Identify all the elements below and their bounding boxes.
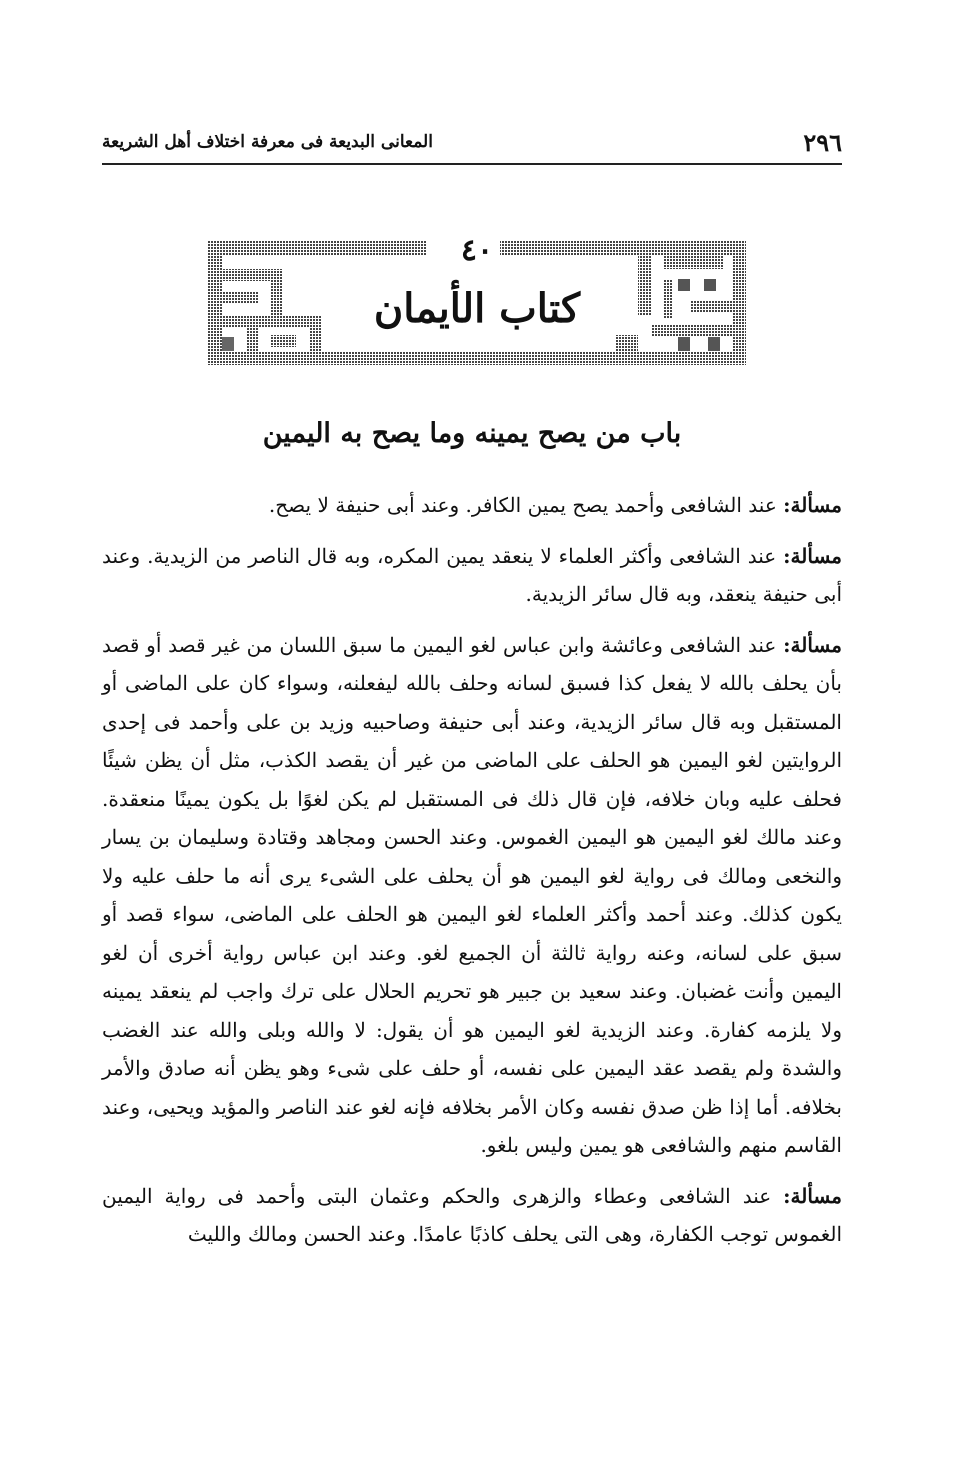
paragraph [102,626,842,1165]
issue-label: مسألة: [783,543,843,568]
issue-label: مسألة: [783,632,842,657]
paragraph-text: عند الشافعى وأكثر العلماء لا ينعقد يمين المكره، وبه قال الناصر من الزيدية. وعند أبى حنيفة ينعقد، وبه قال سائر الزيدية. [102,543,842,606]
issue-label: مسألة: [783,1183,842,1208]
paragraph-text: عند الشافعى وأحمد يصح يمين الكافر. وعند أبى حنيفة لا يصح. [268,493,777,517]
paragraph [102,537,842,614]
chapter-number: ٤٠ [460,233,494,268]
paragraph-text: عند الشافعى وعائشة وابن عباس لغو اليمين ما سبق اللسان من غير قصد أو قصد بأن يحلف بالله لا يفعل كذا فسبق لسانه وحلف بالله ليفعلنه، وسواء كان على الماضى أو المستقبل وبه قال سائر الزيدية، وعند أبى حنيفة وصاحبيه وزيد بن على وأحمد فى إحدى الروايتين لغو اليمين هو الحلف على الماضى من غير أن يقصد الكذب، مثل أن يظن شيئًا فحلف عليه وبان خلافه، فإن قال ذلك فى المستقبل لم يكن لغوًا بل يكون يمينًا منعقدة. وعند مالك لغو اليمين هو اليمين الغموس. وعند الحسن ومجاهد وقتادة وسليمان بن يسار والنخعى ومالك فى رواية لغو اليمين هو أن يحلف على الشىء يرى أنه ما حلف عليه ولا يكون كذلك. وعند أحمد وأكثر العلماء لغو اليمين هو الحلف على الماضى، سواء قصد أو سبق على لسانه، وعنه رواية ثالثة أن الجميع لغو. وعند ابن عباس رواية أخرى أن لغو اليمين وأنت غضبان. وعند سعيد بن جبير هو تحريم الحلال على ترك واجب لم ينعقد يمينه ولا يلزمه كفارة. وعند الزيدية لغو اليمين هو أن يقول: لا والله وبلى والله عند الغضب والشدة ولم يقصد عقد اليمين على نفسه، أو حلف على شىء وهو يظن أنه صادق والأمر بخلافه. أما إذا ظن صدق نفسه وكان الأمر بخلافه فإنه لغو عند الناصر والمؤيد ويحيى، وعند القاسم منهم والشافعى هو يمين وليس بلغو. [102,632,842,1157]
paragraph [102,486,842,525]
body-text [102,486,842,1266]
page-header [102,128,842,158]
header-rule [102,163,842,165]
section-title: باب من يصح يمينه وما يصح به اليمين [262,418,682,449]
chapter-title: كتاب الأيمان [373,285,581,332]
page-number: ٢٩٦ [803,128,842,157]
running-title: المعانى البديعة فى معرفة اختلاف أهل الشريعة [102,132,433,152]
paragraph-text: عند الشافعى وعطاء والزهرى والحكم وعثمان البتى وأحمد فى رواية اليمين الغموس توجب الكفارة، وهى التى يحلف كاذبًا عامدًا. وعند الحسن ومالك والليث [102,1183,842,1246]
issue-label: مسألة: [783,493,842,517]
chapter-ornament-frame [208,235,746,365]
paragraph [102,1177,842,1254]
